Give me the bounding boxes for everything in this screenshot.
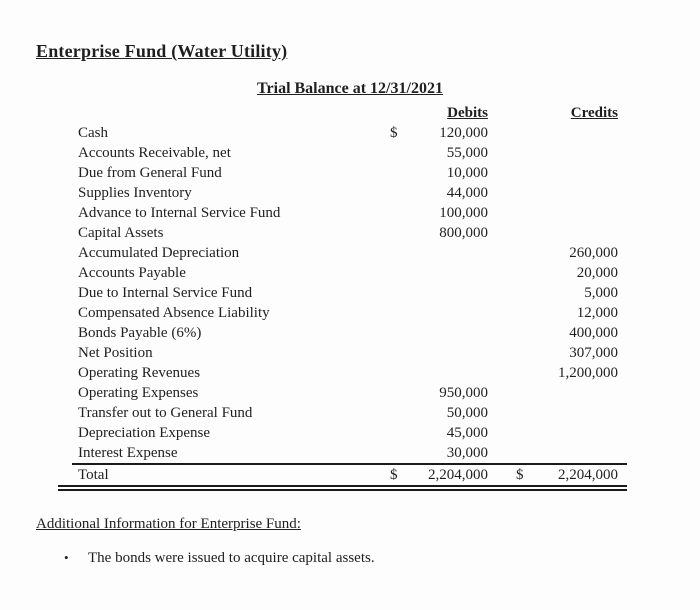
- credit-amount: 400,000: [569, 325, 618, 341]
- table-row: [72, 263, 627, 283]
- debit-amount: 44,000: [446, 185, 488, 201]
- table-row: [72, 143, 627, 163]
- account-label: Depreciation Expense: [78, 425, 211, 441]
- table-row: [72, 123, 627, 143]
- credit-amount: 20,000: [576, 265, 618, 281]
- table-row: [72, 383, 627, 403]
- account-label: Operating Revenues: [78, 365, 201, 381]
- credit-amount: 260,000: [569, 245, 618, 261]
- bullet-item-text: The bonds were issued to acquire capital assets.: [88, 550, 375, 566]
- credit-amount: 1,200,000: [558, 365, 618, 381]
- account-label: Accounts Payable: [78, 265, 186, 281]
- total-label: Total: [78, 467, 109, 483]
- debit-amount: 45,000: [446, 425, 488, 441]
- table-row: [72, 303, 627, 323]
- trial-balance-heading: Trial Balance at 12/31/2021: [257, 80, 443, 97]
- table-row: [72, 403, 627, 423]
- table-row: [72, 223, 627, 243]
- debits-column-header: Debits: [447, 105, 488, 121]
- debit-amount: 55,000: [446, 145, 488, 161]
- debit-amount: 800,000: [439, 225, 488, 241]
- total-double-rule: [58, 485, 627, 491]
- total-credit-amount: 2,204,000: [558, 467, 618, 483]
- table-row: [72, 323, 627, 343]
- trial-balance-table: [72, 103, 627, 485]
- account-label: Bonds Payable (6%): [78, 325, 202, 341]
- account-label: Advance to Internal Service Fund: [78, 205, 281, 221]
- debit-amount: 10,000: [446, 165, 488, 181]
- credits-column-header: Credits: [570, 105, 618, 121]
- dollar-sign: $: [390, 125, 398, 141]
- credit-amount: 307,000: [569, 345, 618, 361]
- additional-info-heading: Additional Information for Enterprise Fund:: [36, 516, 301, 532]
- table-row: [72, 203, 627, 223]
- table-row: [72, 163, 627, 183]
- dollar-sign: $: [390, 467, 398, 483]
- account-label: Accounts Receivable, net: [78, 145, 231, 161]
- table-header-row: [72, 103, 627, 123]
- account-label: Cash: [78, 125, 108, 141]
- account-label: Transfer out to General Fund: [78, 405, 253, 421]
- account-label: Due from General Fund: [78, 165, 222, 181]
- debit-amount: 100,000: [439, 205, 488, 221]
- table-total-row: [72, 463, 627, 485]
- table-row: [72, 363, 627, 383]
- account-label: Accumulated Depreciation: [78, 245, 240, 261]
- account-label: Net Position: [78, 345, 153, 361]
- debit-amount: 30,000: [446, 445, 488, 461]
- account-label: Operating Expenses: [78, 385, 199, 401]
- credit-amount: 12,000: [576, 305, 618, 321]
- table-row: [72, 443, 627, 463]
- account-label: Due to Internal Service Fund: [78, 285, 253, 301]
- bullet-list-item: [64, 550, 375, 567]
- total-debit-amount: 2,204,000: [428, 467, 488, 483]
- debit-amount: 120,000: [439, 125, 488, 141]
- debit-amount: 950,000: [439, 385, 488, 401]
- dollar-sign: $: [516, 467, 524, 483]
- bullet-icon: •: [64, 550, 69, 565]
- page-title: Enterprise Fund (Water Utility): [36, 41, 288, 61]
- table-row: [72, 283, 627, 303]
- account-label: Compensated Absence Liability: [78, 305, 270, 321]
- table-row: [72, 343, 627, 363]
- debit-amount: 50,000: [446, 405, 488, 421]
- account-label: Capital Assets: [78, 225, 164, 241]
- table-row: [72, 423, 627, 443]
- account-label: Interest Expense: [78, 445, 178, 461]
- table-row: [72, 243, 627, 263]
- table-row: [72, 183, 627, 203]
- credit-amount: 5,000: [584, 285, 618, 301]
- account-label: Supplies Inventory: [78, 185, 192, 201]
